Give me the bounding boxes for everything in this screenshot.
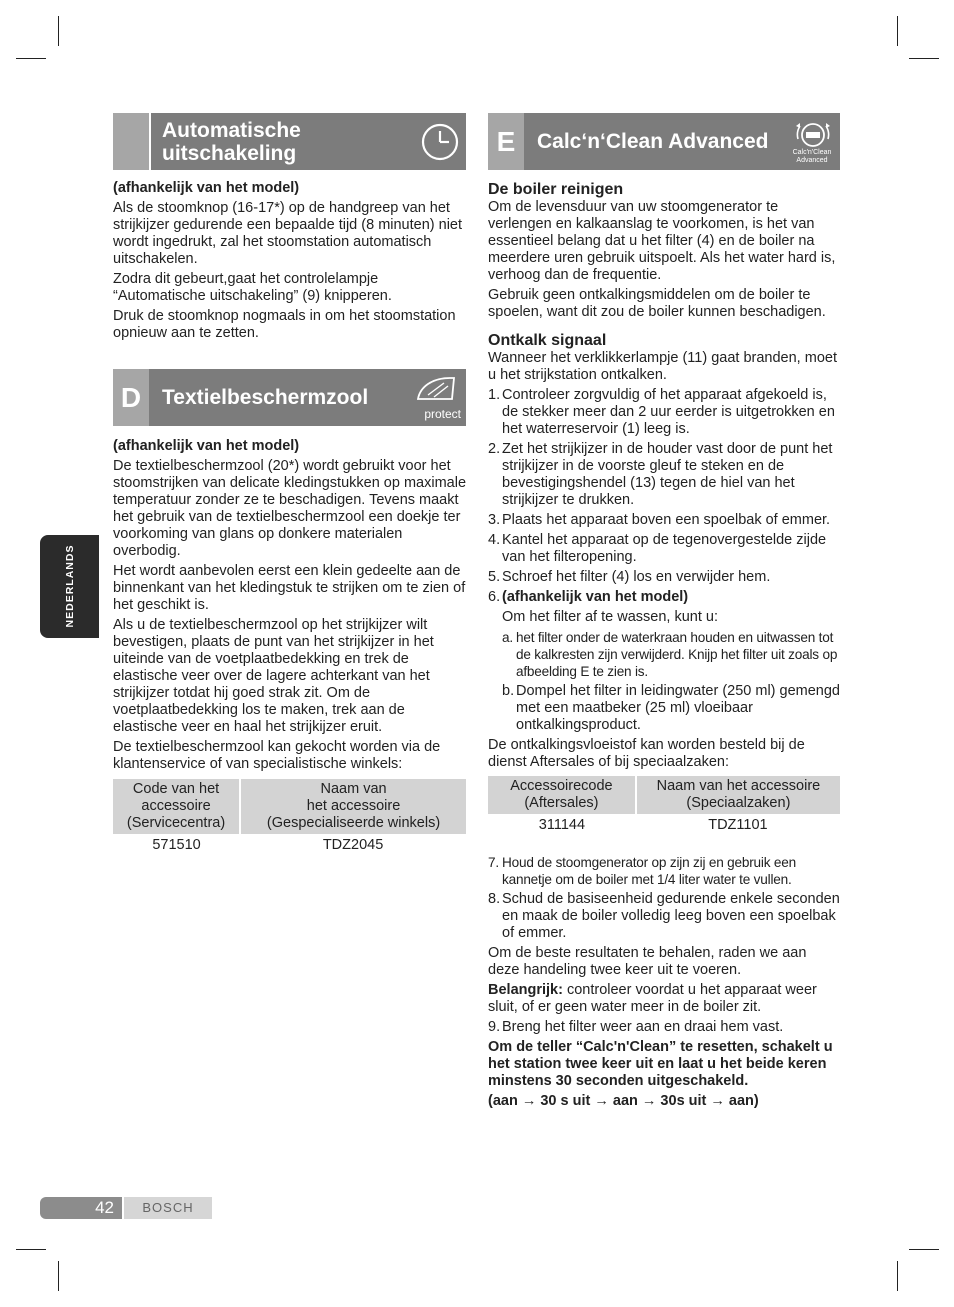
page-number: 42 (40, 1197, 122, 1219)
header-line: Accessoirecode (510, 778, 613, 794)
table-header (636, 776, 840, 814)
header-line: (Servicecentra) (126, 815, 226, 831)
right-column (488, 113, 840, 1110)
header-line: accessoire (141, 798, 211, 814)
list-item (488, 589, 840, 606)
section-letter: D (113, 369, 149, 426)
brand-label: BOSCH (124, 1197, 212, 1219)
crop-mark (909, 1249, 939, 1250)
header-line: (Aftersales) (524, 795, 599, 811)
list-item (488, 512, 840, 529)
reset-instruction: Om de teller “Calc'n'Clean” te resetten, schakelt u het station twee keer uit en laat u het beide keren minstens 30 seconden uitgeschakeld. (488, 1039, 833, 1089)
accessory-table (488, 776, 840, 837)
subheading: Ontkalk signaal (488, 332, 607, 349)
table-row (113, 834, 466, 857)
paragraph: De textielbeschermzool (20*) wordt gebruikt voor het stoomstrijken van delicate kledingstukken op maximale temperatuur zonder ze te beschadigen. Tevens maakt het gebruik van de textielbeschermzool een doekje ter voorkoming van glans op donkere materialen overbodig. (113, 458, 467, 559)
icon-label-line: Advanced (796, 157, 828, 164)
table-row (488, 814, 840, 837)
paragraph: De ontkalkingsvloeistof kan worden besteld bij de dienst Aftersales of bij speciaalzaken: (488, 737, 805, 770)
list-item (502, 629, 840, 680)
clock-icon (420, 122, 460, 162)
important-label: Belangrijk: (488, 982, 563, 998)
title-line: uitschakeling (162, 142, 297, 165)
header-line: Naam van (320, 781, 387, 797)
step-text: Zet het strijkijzer in de houder vast door de punt het strijkijzer in de voorste gleuf te steken en de bevestigingshendel (13) tegen de hiel van het strijkijzer te drukken. (502, 441, 833, 508)
section-title: Calc‘n‘Clean Advanced (537, 130, 769, 153)
header-line: Naam van het accessoire (656, 778, 821, 794)
language-label: NEDERLANDS (64, 544, 76, 628)
step-number: a. (502, 630, 513, 645)
header-line: (Gespecialiseerde winkels) (266, 815, 441, 831)
step-number: 7. (488, 855, 499, 870)
left-column (113, 113, 466, 857)
step-number: 9. (488, 1019, 501, 1035)
step-text: Schud de basiseenheid gedurende enkele seconden en maak de boiler volledig leeg boven een spoelbak of emmer. (502, 891, 840, 941)
important-note (488, 982, 840, 1016)
step-number: 4. (488, 532, 501, 548)
step-text: Plaats het apparaat boven een spoelbak of emmer. (502, 512, 831, 528)
subheading: De boiler reinigen (488, 181, 624, 198)
paragraph: Druk de stoomknop nogmaals in om het stoomstation opnieuw aan te zetten. (113, 308, 456, 341)
step-text: Dompel het filter in leidingwater (250 ml) gemengd met een maatbeker (25 ml) vloeibaar ontkalkingsproduct. (516, 683, 840, 733)
table-header (113, 779, 240, 834)
crop-mark (58, 16, 59, 46)
step-text: Controleer zorgvuldig of het apparaat afgekoeld is, de stekker meer dan 2 uur eerder is uitgetrokken en het waterreservoir (1) leeg is. (502, 387, 835, 437)
paragraph: Om de levensduur van uw stoomgenerator te verlengen en kalkaanslag te voorkomen, is het van essentieel belang dat u het filter (4) en de boiler na meerdere uren gebruik uitspoelt. Als het water hard is, verhoog dan de frequentie. (488, 199, 836, 283)
table-cell: TDZ2045 (322, 837, 384, 853)
step-number: 6. (488, 589, 501, 605)
paragraph: Om de beste resultaten te behalen, raden we aan deze handeling twee keer uit te voeren. (488, 945, 807, 978)
crop-mark (909, 58, 939, 59)
iron-protect-icon (414, 375, 458, 405)
paragraph: Zodra dit gebeurt,gaat het controlelampje “Automatische uitschakeling” (9) knipperen. (113, 271, 392, 304)
language-tab (40, 535, 99, 638)
section-header-calc (488, 113, 840, 170)
crop-mark (897, 16, 898, 46)
step-number: 3. (488, 512, 501, 528)
list-item (488, 441, 840, 509)
paragraph: Wanneer het verklikkerlampje (11) gaat branden, moet u het strijkstation ontkalken. (488, 350, 837, 383)
decalc-steps-continued (488, 854, 840, 942)
table-header (488, 776, 636, 814)
reset-sequence: (aan → 30 s uit → aan → 30s uit → aan) (488, 1093, 759, 1109)
icon-label-line: Calc'n'Clean (792, 149, 832, 156)
header-line: Code van het (132, 781, 220, 797)
header-line: het accessoire (306, 798, 401, 814)
sub-steps (488, 629, 840, 734)
section-tab (113, 113, 151, 170)
model-note: (afhankelijk van het model) (113, 438, 300, 454)
crop-mark (16, 1249, 46, 1250)
table-header (240, 779, 466, 834)
decalc-step-9 (488, 1019, 840, 1036)
section-header-auto-off (113, 113, 466, 170)
paragraph: Om het filter af te wassen, kunt u: (502, 609, 718, 625)
accessory-table (113, 779, 466, 857)
model-note: (afhankelijk van het model) (113, 180, 300, 196)
step-number: 5. (488, 569, 501, 585)
paragraph: Het wordt aanbevolen eerst een klein gedeelte aan de binnenkant van het kledingstuk te strijken om te zien of het geschikt is. (113, 563, 466, 613)
decalc-steps (488, 387, 840, 606)
list-item (488, 854, 840, 888)
list-item (488, 387, 840, 438)
step-number: 1. (488, 387, 501, 403)
table-cell: 311144 (538, 817, 586, 833)
list-item (488, 1019, 840, 1036)
table-cell: TDZ1101 (708, 817, 768, 833)
list-item (488, 569, 840, 586)
step-number: 8. (488, 891, 501, 907)
paragraph: De textielbeschermzool kan gekocht worden via de klantenservice of van specialistische winkels: (113, 739, 441, 772)
calc-clean-advanced-icon (792, 119, 834, 149)
step-text: Kantel het apparaat op de tegenovergestelde zijde van het filteropening. (502, 532, 827, 565)
crop-mark (16, 58, 46, 59)
important-text: controleer voordat u het apparaat weer sluit, of er geen water meer in de boiler zit. (488, 982, 817, 1015)
protect-label: protect (424, 407, 461, 421)
paragraph: Als de stoomknop (16-17*) op de handgreep van het strijkijzer gedurende een bepaalde tijd (8 minuten) niet wordt ingedrukt, zal het stoomstation automatisch uitschakelen. (113, 200, 463, 267)
step-number: b. (502, 683, 515, 699)
section-title: Textielbeschermzool (162, 386, 369, 409)
crop-mark (58, 1261, 59, 1291)
title-line: Automatische (162, 119, 301, 142)
list-item (488, 891, 840, 942)
paragraph: Als u de textielbeschermzool op het strijkijzer wilt bevestigen, plaats de punt van het strijkijzer in het uiteinde van de voetplaatbedekking en trek de elastische veer over de lagere achterkant van het strijkijzer totdat hij goed strak zit. Om de voetplaatbedekking los te maken, trek aan de elastische veer en haal het strijkijzer eruit. (113, 617, 434, 735)
list-item (488, 532, 840, 566)
step-text: (afhankelijk van het model) (502, 589, 689, 605)
section-letter: E (488, 113, 524, 170)
paragraph: Gebruik geen ontkalkingsmiddelen om de boiler te spoelen, want dit zou de boiler kunnen beschadigen. (488, 287, 826, 320)
step-text: het filter onder de waterkraan houden en uitwassen tot de kalkresten zijn verwijderd. Knijp het filter uit zoals op afbeelding E te zien is. (516, 630, 838, 679)
section-title (162, 119, 301, 165)
step-text: Houd de stoomgenerator op zijn zij en gebruik een kannetje om de boiler met 1/4 liter water te vullen. (502, 855, 796, 887)
crop-mark (897, 1261, 898, 1291)
list-item (502, 683, 840, 734)
calc-icon-label (788, 149, 836, 165)
step-text: Schroef het filter (4) los en verwijder hem. (502, 569, 771, 585)
step-text: Breng het filter weer aan en draai hem vast. (502, 1019, 784, 1035)
table-cell: 571510 (152, 837, 201, 853)
header-line: (Speciaalzaken) (686, 795, 791, 811)
step-number: 2. (488, 441, 501, 457)
section-header-textile (113, 369, 466, 426)
